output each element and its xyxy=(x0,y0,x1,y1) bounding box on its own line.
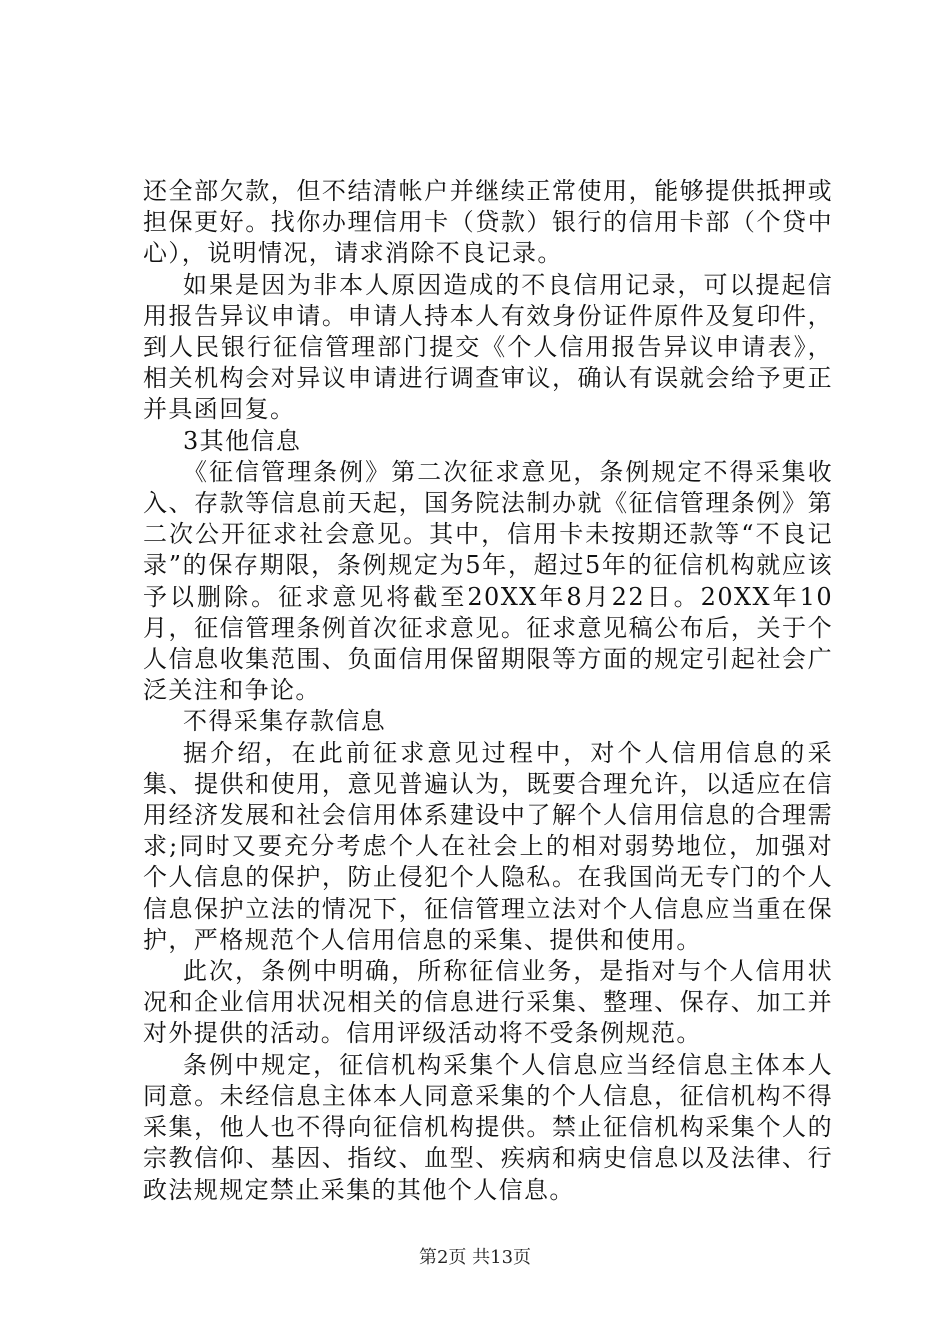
paragraph-5: 此次，条例中明确，所称征信业务，是指对与个人信用状况和企业信用状况相关的信息进行采集、整理、保存、加工并对外提供的活动。信用评级活动将不受条例规范。 xyxy=(143,957,833,1048)
paragraph-2: 如果是因为非本人原因造成的不良信用记录，可以提起信用报告异议申请。申请人持本人有效身份证件原件及复印件，到人民银行征信管理部门提交《个人信用报告异议申请表》，相关机构会对异议申请进行调查审议，确认有误就会给予更正并具函回复。 xyxy=(143,270,833,424)
paragraph-4: 据介绍，在此前征求意见过程中，对个人信用信息的采集、提供和使用，意见普遍认为，既要合理允许，以适应在信用经济发展和社会信用体系建设中了解个人信用信息的合理需求;同时又要充分考虑个人在社会上的相对弱势地位，加强对个人信息的保护，防止侵犯个人隐私。在我国尚无专门的个人信息保护立法的情况下，征信管理立法对个人信息应当重在保护，严格规范个人信用信息的采集、提供和使用。 xyxy=(143,738,833,954)
page-footer: 第2页 共13页 xyxy=(418,1247,532,1268)
section-heading-deposit-info: 不得采集存款信息 xyxy=(183,707,387,736)
paragraph-3: 《征信管理条例》第二次征求意见，条例规定不得采集收入、存款等信息前天起，国务院法制办就《征信管理条例》第二次公开征求社会意见。其中，信用卡未按期还款等“不良记录”的保存期限，条例规定为5年，超过5年的征信机构就应该予以删除。征求意见将截至20XX年8月22日。20XX年10月，征信管理条例首次征求意见。征求意见稿公布后，关于个人信息收集范围、负面信用保留期限等方面的规定引起社会广泛关注和争论。 xyxy=(143,457,833,705)
section-heading-other-info: 3其他信息 xyxy=(183,426,302,455)
paragraph-1: 还全部欠款，但不结清帐户并继续正常使用，能够提供抵押或担保更好。找你办理信用卡（贷款）银行的信用卡部（个贷中心），说明情况，请求消除不良记录。 xyxy=(143,177,833,268)
document-body xyxy=(143,176,833,1206)
paragraph-6: 条例中规定，征信机构采集个人信息应当经信息主体本人同意。未经信息主体本人同意采集的个人信息，征信机构不得采集，他人也不得向征信机构提供。禁止征信机构采集个人的宗教信仰、基因、指纹、血型、疾病和病史信息以及法律、行政法规规定禁止采集的其他个人信息。 xyxy=(143,1050,833,1204)
